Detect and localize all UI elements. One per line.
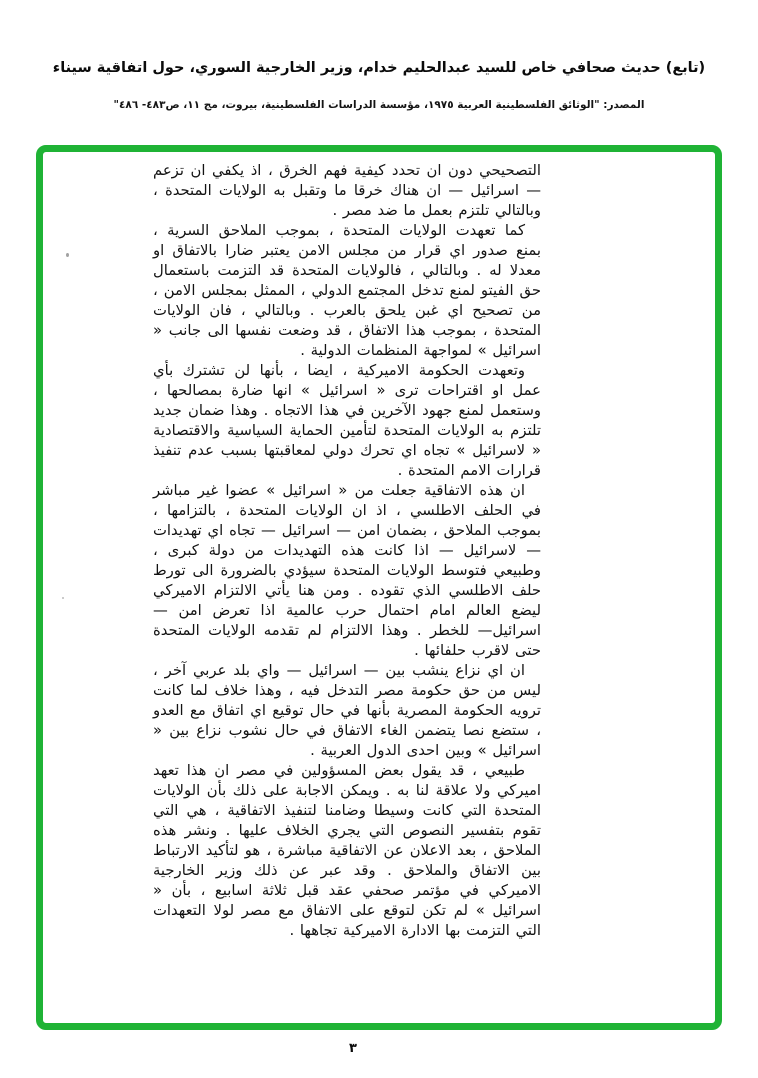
scan-noise-speck: [62, 597, 64, 599]
document-title: (تابع) حديث صحافي خاص للسيد عبدالحليم خدام، وزير الخارجية السوري، حول اتفاقية سيناء: [52, 60, 706, 76]
scan-noise-speck: [66, 253, 69, 257]
paragraph: التصحيحي دون ان تحدد كيفية فهم الخرق ، اذ يكفي ان تزعم — اسرائيل — ان هناك خرقا ما وتقبل به الولايات المتحدة ، وبالتالي تلتزم بعمل ما ضد مصر .: [153, 162, 541, 219]
paragraph: ان اي نزاع ينشب بين — اسرائيل — واي بلد عربي آخر ، ليس من حق حكومة مصر التدخل فيه ، وهذا خلاف لما كانت ترويه الحكومة المصرية بأنها في حال توقيع اي اتفاق مع العدو ، ستضع نصا يتضمن الغاء الاتفاق في حال نشوب نزاع بين « اسرائيل » وبين احدى الدول العربية .: [153, 662, 541, 759]
paragraph: كما تعهدت الولايات المتحدة ، بموجب الملاحق السرية ، بمنع صدور اي قرار من مجلس الامن يعتبر ضارا بالاتفاق او معدلا له . وبالتالي ، فالولايات المتحدة قد التزمت باستعمال حق الفيتو لمنع تدخل المجتمع الدولي ، الممثل بمجلس الامن ، من تصحيح اي غبن يلحق بالعرب . وبالتالي ، فان الولايات المتحدة ، بموجب هذا الاتفاق ، قد وضعت نفسها الى جانب « اسرائيل » لمواجهة المنظمات الدولية .: [153, 222, 541, 359]
page-number: ٣: [349, 1041, 357, 1056]
body-text-column: [153, 161, 541, 941]
document-source-line: المصدر: "الوثائق الفلسطينية العربية ١٩٧٥، مؤسسة الدراسات الفلسطينية، بيروت، مج ١١، ص٤٨٣- ٤٨٦": [113, 99, 645, 111]
paragraph: وتعهدت الحكومة الاميركية ، ايضا ، بأنها لن تشترك بأي عمل او اقتراحات ترى « اسرائيل » انها ضارة بمصالحها ، وستعمل لمنع جهود الآخرين في هذا الاتجاه . وهذا ضمان جديد تلتزم به الولايات المتحدة لتأمين الحماية السياسية والاقتصادية « لاسرائيل » تجاه اي تحرك دولي لمعاقبتها بسبب عدم تنفيذ قرارات الامم المتحدة .: [153, 362, 541, 479]
paragraph: طبيعي ، قد يقول بعض المسؤولين في مصر ان هذا تعهد اميركي ولا علاقة لنا به . ويمكن الاجابة على ذلك بأن الولايات المتحدة التي كانت وسيطا وضامنا لتنفيذ الاتفاقية ، هي التي تقوم بتفسير النصوص التي يجري الخلاف عليها . ونشر هذه الملاحق ، بعد الاعلان عن الاتفاقية مباشرة ، هو لتأكيد الارتباط بين الاتفاق والملاحق . وقد عبر عن ذلك وزير الخارجية الاميركي في مؤتمر صحفي عقد قبل ثلاثة اسابيع ، بأن « اسرائيل » لم تكن لتوقع على الاتفاق مع مصر لولا التعهدات التي التزمت بها الادارة الاميركية تجاهها .: [153, 762, 541, 939]
paragraph: ان هذه الاتفاقية جعلت من « اسرائيل » عضوا غير مباشر في الحلف الاطلسي ، اذ ان الولايات المتحدة ، بالتزامها ، بموجب الملاحق ، بضمان امن — اسرائيل — تجاه اي تهديدات — لاسرائيل — اذا كانت هذه التهديدات من دولة كبرى ، وطبيعي فتوسط الولايات المتحدة سيؤدي بالضرورة الى تورط حلف الاطلسي الذي تقوده . ومن هنا يأتي الالتزام الاميركي ليضع العالم امام احتمال حرب عالمية اذا تعرض امن —اسرائيل— للخطر . وهذا الالتزام لم تقدمه الولايات المتحدة حتى لاقرب حلفائها .: [153, 482, 541, 659]
